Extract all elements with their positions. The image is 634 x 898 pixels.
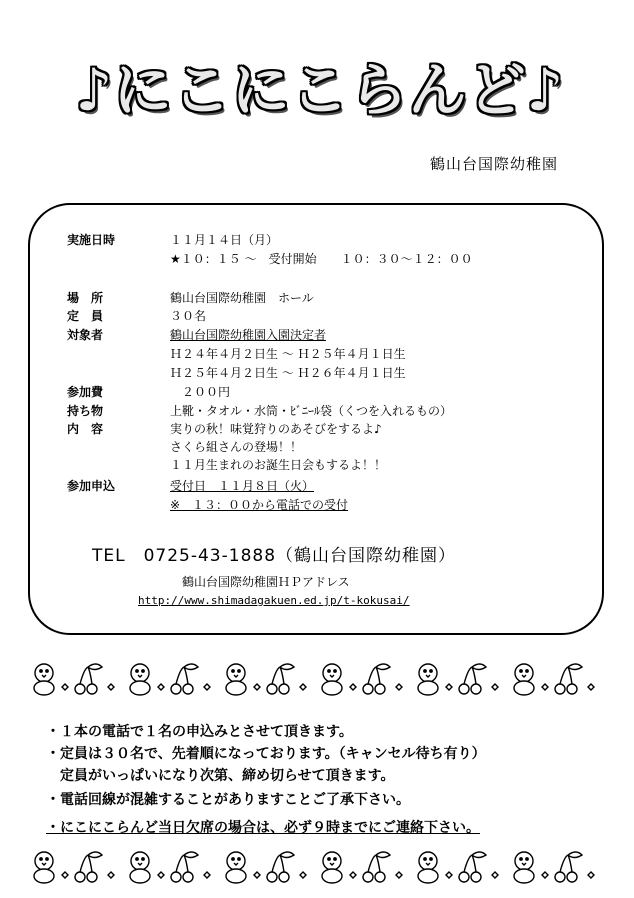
chick-cherry-border-top-icon <box>28 657 608 701</box>
apply-value-1: 受付日 １１月８日（火） <box>170 479 315 493</box>
note-line-4: ・電話回線が混雑することがありますことご了承下さい。 <box>46 792 410 808</box>
fee-label: 参加費 <box>67 385 104 399</box>
note-line-3: 定員がいっぱいになり次第、締め切らせて頂きます。 <box>46 768 395 784</box>
homepage-url[interactable]: http://www.shimadagakuen.ed.jp/t-kokusai/ <box>138 594 410 607</box>
apply-value-2: ※ １３：００から電話での受付 <box>170 498 349 512</box>
place-label: 場 所 <box>67 291 104 305</box>
telephone-number: TEL 0725-43-1888（鶴山台国際幼稚園） <box>92 546 457 566</box>
organization-name: 鶴山台国際幼稚園 <box>430 155 559 173</box>
note-line-1: ・１本の電話で１名の申込みとさせて頂きます。 <box>46 724 353 740</box>
content-value-3: １１月生まれのお誕生日会もするよ！！ <box>170 458 387 472</box>
items-value: 上靴・タオル・水筒・ﾋﾞﾆｰﾙ袋（くつを入れるもの） <box>170 404 453 418</box>
place-value: 鶴山台国際幼稚園 ホール <box>170 291 314 305</box>
content-value-2: さくら組さんの登場！！ <box>170 440 303 454</box>
note-line-2: ・定員は３０名で、先着順になっております。（キャンセル待ち有り） <box>46 746 486 762</box>
capacity-label: 定 員 <box>67 309 104 323</box>
content-value-1: 実りの秋！味覚狩りのあそびをするよ♪ <box>170 422 382 436</box>
details-box <box>28 203 604 635</box>
target-value-1: 鶴山台国際幼稚園入園決定者 <box>170 328 327 342</box>
date-label: 実施日時 <box>67 233 116 247</box>
page-title: ♪にこにこらんど♪ <box>75 56 565 124</box>
target-value-2: Ｈ２４年４月２日生 ～ Ｈ２５年４月１日生 <box>170 347 406 361</box>
target-label: 対象者 <box>67 328 104 342</box>
fee-value: ２００円 <box>182 385 231 399</box>
chick-cherry-border-bottom-icon <box>28 845 608 889</box>
content-label: 内 容 <box>67 422 104 436</box>
items-label: 持ち物 <box>67 404 104 418</box>
target-value-3: Ｈ２５年４月２日生 ～ Ｈ２６年４月１日生 <box>170 366 406 380</box>
apply-label: 参加申込 <box>67 479 116 493</box>
note-line-5: ・にこにこらんど当日欠席の場合は、必ず９時までにご連絡下さい。 <box>46 820 480 836</box>
capacity-value: ３０名 <box>170 309 207 323</box>
homepage-label: 鶴山台国際幼稚園ＨＰアドレス <box>182 575 350 589</box>
time-value: ★１０：１５ ～ 受付開始 １０：３０～１２：００ <box>170 252 473 266</box>
date-value: １１月１４日（月） <box>170 233 279 247</box>
